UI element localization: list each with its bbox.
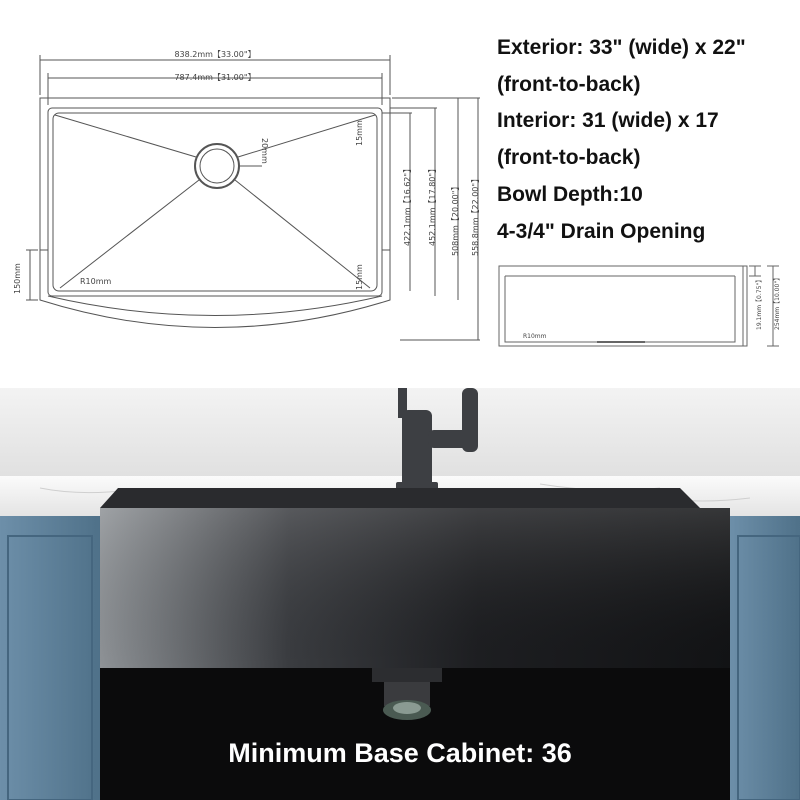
side-view-drawing [495,262,795,352]
interior-width-label: 787.4mm【31.00"】 [174,73,256,82]
side-dim-label-1: 19.1mm【0.75"】 [756,276,763,330]
apron-height-label: 150mm [13,263,22,294]
spec-line: Bowl Depth:10 [497,182,643,206]
dim-label-4: 558.8mm【22.00"】 [471,174,480,256]
top-view-drawing [0,0,480,350]
dim-label-3: 508mm【20.00"】 [451,182,460,256]
corner-bottom-label: 15mm [355,264,364,290]
corner-top-label: 15mm [355,120,364,146]
spec-list [497,30,797,250]
side-dim-label-2: 254mm【10.00"】 [774,274,781,330]
sink-rim [48,108,382,296]
bowl-outline [53,113,377,291]
dim-label-2: 452.1mm【17.80"】 [428,164,437,246]
spec-line: Exterior: 33" (wide) x 22" [497,36,746,59]
sink-rim-photo [100,488,700,508]
spec-line: 4-3/4" Drain Opening [497,219,706,243]
sink-outline [40,98,390,328]
dim-label-1: 422.1mm【16.62"】 [403,164,412,246]
spec-line: (front-to-back) [497,72,641,96]
radius-label: R10mm [80,277,112,286]
spec-line: (front-to-back) [497,146,641,170]
caption: Minimum Base Cabinet: 36 [228,738,572,768]
drain-opening [195,144,239,188]
exterior-width-label: 838.2mm【33.00"】 [174,50,256,59]
side-radius-label: R10mm [523,333,547,340]
spec-line: Interior: 31 (wide) x 17 [497,109,719,133]
drain-offset-label: 20mm [260,138,269,164]
